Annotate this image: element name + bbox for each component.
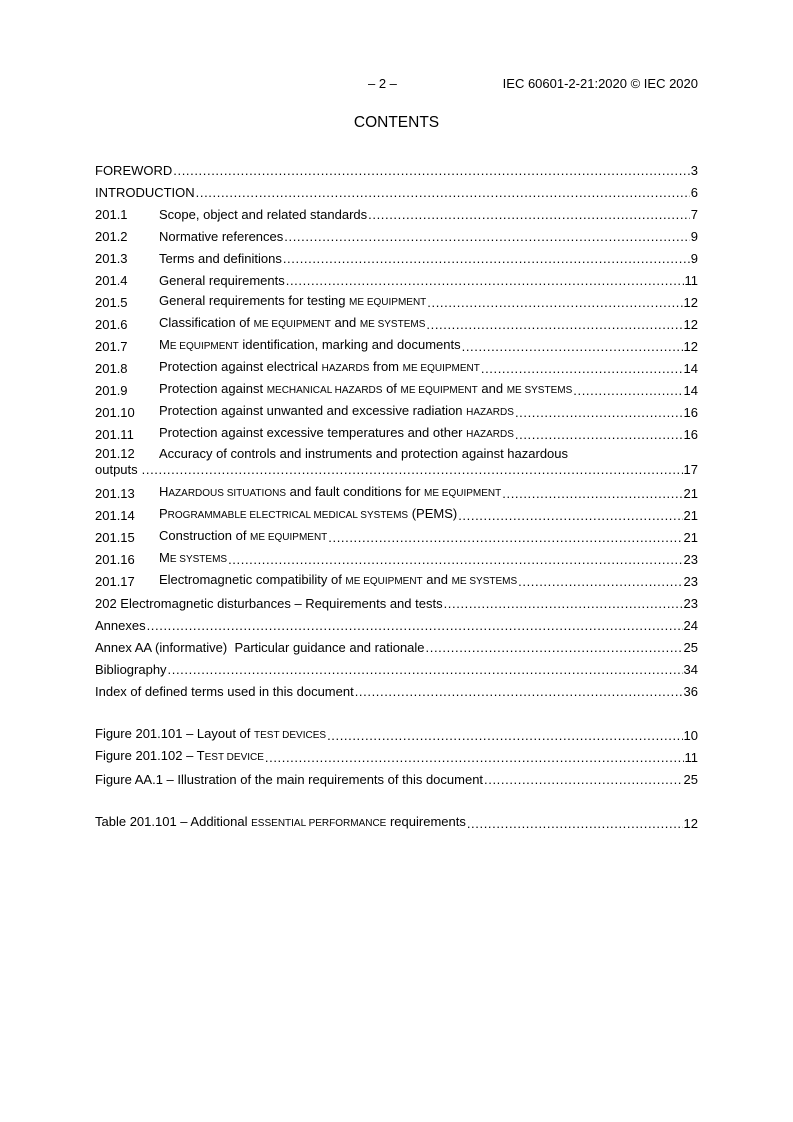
toc-page: 21 xyxy=(683,530,698,545)
label-text: requirements xyxy=(386,814,466,829)
dot-leader xyxy=(328,530,682,546)
toc-entry-annex-aa[interactable] xyxy=(95,634,698,656)
label-text: Table 201.101 – Additional xyxy=(95,814,252,829)
dot-leader xyxy=(427,295,682,311)
section-spacer xyxy=(95,700,698,722)
defined-term: ME EQUIPMENT xyxy=(253,319,331,330)
toc-number: 201.2 xyxy=(95,229,128,244)
defined-term: HAZARDS xyxy=(321,363,370,374)
toc-page: 25 xyxy=(683,772,698,787)
toc-page: 12 xyxy=(683,317,698,332)
toc-page: 16 xyxy=(683,405,698,420)
toc-label xyxy=(95,748,264,766)
toc-page: 23 xyxy=(683,574,698,589)
toc-label xyxy=(159,506,457,524)
toc-page: 36 xyxy=(683,684,698,699)
dot-leader xyxy=(147,618,683,634)
toc-label xyxy=(159,403,514,421)
label-text: Figure 201.101 – Layout of xyxy=(95,726,255,741)
toc-number: 201.8 xyxy=(95,361,128,376)
toc-label xyxy=(159,293,426,311)
toc-entry-201-6[interactable] xyxy=(95,311,698,333)
toc-label: Annexes xyxy=(95,618,146,633)
dot-leader xyxy=(444,596,683,612)
toc-entry-201-9[interactable] xyxy=(95,377,698,399)
dot-leader xyxy=(265,750,684,766)
toc-label xyxy=(159,528,327,546)
toc-label: Scope, object and related standards xyxy=(159,207,368,222)
label-text: and xyxy=(477,381,507,396)
toc-entry-table-201-101[interactable] xyxy=(95,810,698,832)
defined-term: E SYSTEMS xyxy=(169,554,228,565)
defined-term: HAZARDS xyxy=(466,429,514,440)
toc-label: Accuracy of controls and instruments and protection against hazardous xyxy=(159,446,569,461)
toc-page: 9 xyxy=(690,251,698,266)
dot-leader xyxy=(467,816,683,832)
toc-entry-201-12[interactable] xyxy=(95,443,698,480)
toc-page: 21 xyxy=(683,486,698,501)
toc-number: 201.6 xyxy=(95,317,128,332)
toc-number: 201.1 xyxy=(95,207,128,222)
defined-term: MECHANICAL HAZARDS xyxy=(266,385,383,396)
label-text: of xyxy=(382,381,401,396)
toc-label xyxy=(95,814,466,832)
toc-number: 201.12 xyxy=(95,446,135,461)
toc-page: 11 xyxy=(684,273,698,288)
dot-leader xyxy=(426,640,683,656)
toc-label xyxy=(159,484,501,502)
label-text: (PEMS) xyxy=(408,506,458,521)
dot-leader xyxy=(368,207,690,223)
toc-entry-201-15[interactable] xyxy=(95,524,698,546)
toc-label: Figure AA.1 – Illustration of the main requirements of this document xyxy=(95,772,484,787)
toc-label xyxy=(159,381,572,399)
toc-entry-201-1[interactable] xyxy=(95,201,698,223)
toc-entry-foreword[interactable] xyxy=(95,157,698,179)
dot-leader xyxy=(196,185,690,201)
toc-entry-index[interactable] xyxy=(95,678,698,700)
table-of-contents xyxy=(95,157,698,832)
toc-page: 10 xyxy=(683,728,698,743)
toc-line-continuation xyxy=(95,462,698,478)
toc-page: 16 xyxy=(683,427,698,442)
toc-label xyxy=(95,726,326,744)
label-text: and fault conditions for xyxy=(286,484,425,499)
toc-entry-201-3[interactable] xyxy=(95,245,698,267)
defined-term: ME SYSTEMS xyxy=(451,576,518,587)
toc-label xyxy=(159,359,480,377)
dot-leader xyxy=(515,405,683,421)
toc-entry-201-4[interactable] xyxy=(95,267,698,289)
toc-page: 12 xyxy=(683,295,698,310)
toc-page: 23 xyxy=(683,552,698,567)
dot-leader xyxy=(283,251,690,267)
defined-term: ME EQUIPMENT xyxy=(424,488,502,499)
toc-number: 201.5 xyxy=(95,295,128,310)
section-spacer xyxy=(95,788,698,810)
label-text: Protection against xyxy=(159,381,267,396)
toc-page: 7 xyxy=(690,207,698,222)
toc-number: 201.17 xyxy=(95,574,135,589)
label-text: Protection against unwanted and excessive radiation xyxy=(159,403,467,418)
toc-label xyxy=(159,425,514,443)
defined-term: ME SYSTEMS xyxy=(359,319,426,330)
defined-term: ROGRAMMABLE ELECTRICAL MEDICAL SYSTEMS xyxy=(167,510,409,521)
dot-leader xyxy=(484,772,682,788)
toc-page: 21 xyxy=(683,508,698,523)
dot-leader xyxy=(458,508,682,524)
label-text: P xyxy=(159,506,168,521)
toc-number: 201.3 xyxy=(95,251,128,266)
toc-page: 12 xyxy=(683,816,698,831)
toc-entry-201-17[interactable] xyxy=(95,568,698,590)
toc-page: 25 xyxy=(683,640,698,655)
defined-term: ME SYSTEMS xyxy=(506,385,573,396)
defined-term: ME EQUIPMENT xyxy=(400,385,478,396)
toc-page: 23 xyxy=(683,596,698,611)
label-text: from xyxy=(369,359,403,374)
label-text: and xyxy=(330,315,360,330)
dot-leader xyxy=(518,574,682,590)
label-text: Protection against excessive temperatures and other xyxy=(159,425,467,440)
toc-number: 201.13 xyxy=(95,486,135,501)
toc-entry-figure-201-101[interactable] xyxy=(95,722,698,744)
toc-entry-201-2[interactable] xyxy=(95,223,698,245)
defined-term: ME EQUIPMENT xyxy=(250,532,328,543)
label-text: Construction of xyxy=(159,528,251,543)
toc-entry-201-11[interactable] xyxy=(95,421,698,443)
label-text: H xyxy=(159,484,169,499)
toc-page: 34 xyxy=(683,662,698,677)
label-text: identification, marking and documents xyxy=(238,337,461,352)
toc-label: FOREWORD xyxy=(95,163,173,178)
toc-label: Terms and definitions xyxy=(159,251,282,266)
defined-term: HAZARDS xyxy=(466,407,514,418)
toc-label: INTRODUCTION xyxy=(95,185,195,200)
toc-label xyxy=(159,572,517,590)
toc-page: 9 xyxy=(690,229,698,244)
page-header xyxy=(95,76,698,92)
toc-number: 201.10 xyxy=(95,405,135,420)
defined-term: ESSENTIAL PERFORMANCE xyxy=(251,818,387,829)
toc-entry-figure-aa-1[interactable] xyxy=(95,766,698,788)
dot-leader xyxy=(142,462,683,478)
toc-label: General requirements xyxy=(159,273,285,288)
toc-page: 11 xyxy=(684,750,698,765)
toc-page: 12 xyxy=(683,339,698,354)
dot-leader xyxy=(426,317,682,333)
label-text: Protection against electrical xyxy=(159,359,322,374)
toc-number: 201.15 xyxy=(95,530,135,545)
toc-number: 201.4 xyxy=(95,273,128,288)
defined-term: ME EQUIPMENT xyxy=(345,576,423,587)
label-text: and xyxy=(422,572,452,587)
dot-leader xyxy=(573,383,682,399)
document-id: IEC 60601-2-21:2020 © IEC 2020 xyxy=(502,76,698,91)
toc-entry-201-14[interactable] xyxy=(95,502,698,524)
toc-entry-201-13[interactable] xyxy=(95,480,698,502)
toc-label: Annex AA (informative) Particular guidance and rationale xyxy=(95,640,425,655)
label-text: M xyxy=(159,550,170,565)
dot-leader xyxy=(327,728,682,744)
toc-label: Bibliography xyxy=(95,662,167,677)
dot-leader xyxy=(502,486,682,502)
toc-label xyxy=(159,550,227,568)
toc-page: 14 xyxy=(683,383,698,398)
toc-page: 3 xyxy=(690,163,698,178)
toc-number: 201.9 xyxy=(95,383,128,398)
toc-page: 24 xyxy=(683,618,698,633)
label-text: Figure 201.102 – T xyxy=(95,748,205,763)
toc-label xyxy=(159,337,461,355)
defined-term: AZARDOUS SITUATIONS xyxy=(168,488,286,499)
dot-leader xyxy=(286,273,684,289)
defined-term: ME EQUIPMENT xyxy=(349,297,427,308)
defined-term: EST DEVICE xyxy=(204,752,264,763)
toc-entry-bibliography[interactable] xyxy=(95,656,698,678)
toc-entry-201-16[interactable] xyxy=(95,546,698,568)
label-text: General requirements for testing xyxy=(159,293,350,308)
defined-term: TEST DEVICES xyxy=(254,730,327,741)
dot-leader xyxy=(355,684,683,700)
toc-entry-201-5[interactable] xyxy=(95,289,698,311)
toc-number: 201.16 xyxy=(95,552,135,567)
dot-leader xyxy=(515,427,683,443)
dot-leader xyxy=(173,163,689,179)
toc-line-first xyxy=(95,446,698,462)
toc-label: Index of defined terms used in this document xyxy=(95,684,354,699)
dot-leader xyxy=(168,662,683,678)
toc-page: 17 xyxy=(683,462,698,477)
toc-entry-202[interactable] xyxy=(95,590,698,612)
toc-entry-201-7[interactable] xyxy=(95,333,698,355)
page-number: – 2 – xyxy=(368,76,397,91)
label-text: Electromagnetic compatibility of xyxy=(159,572,346,587)
toc-entry-figure-201-102[interactable] xyxy=(95,744,698,766)
toc-label: 202 Electromagnetic disturbances – Requirements and tests xyxy=(95,596,443,611)
label-text: Classification of xyxy=(159,315,254,330)
contents-title: CONTENTS xyxy=(353,114,440,131)
toc-entry-annexes[interactable] xyxy=(95,612,698,634)
dot-leader xyxy=(462,339,683,355)
toc-number: 201.14 xyxy=(95,508,135,523)
toc-label: Normative references xyxy=(159,229,284,244)
dot-leader xyxy=(284,229,689,245)
dot-leader xyxy=(481,361,683,377)
dot-leader xyxy=(228,552,682,568)
toc-entry-201-10[interactable] xyxy=(95,399,698,421)
defined-term: ME EQUIPMENT xyxy=(402,363,480,374)
toc-number: 201.7 xyxy=(95,339,128,354)
toc-page: 6 xyxy=(690,185,698,200)
toc-entry-201-8[interactable] xyxy=(95,355,698,377)
toc-label-continuation: outputs xyxy=(95,462,138,477)
toc-entry-introduction[interactable] xyxy=(95,179,698,201)
toc-label xyxy=(159,315,425,333)
defined-term: E EQUIPMENT xyxy=(169,341,239,352)
label-text: M xyxy=(159,337,170,352)
toc-page: 14 xyxy=(683,361,698,376)
toc-number: 201.11 xyxy=(95,427,134,442)
